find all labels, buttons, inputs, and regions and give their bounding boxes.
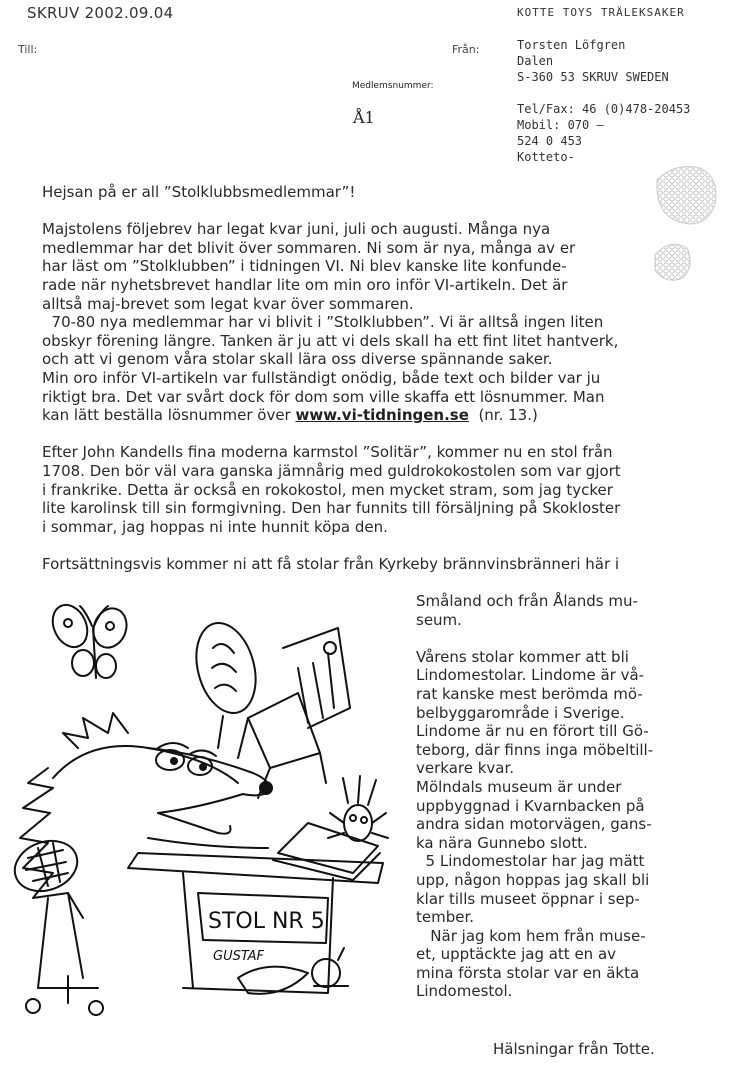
text-span: (nr. 13.) bbox=[468, 406, 538, 425]
fran-label: Från: bbox=[452, 43, 480, 56]
desk-sign-subtext: GUSTAF bbox=[213, 949, 264, 964]
text-line: uppbyggnad i Kvarnbacken på bbox=[416, 796, 645, 815]
hedgehog-illustration bbox=[8, 598, 408, 1028]
vi-tidningen-link[interactable]: www.vi-tidningen.se bbox=[295, 406, 469, 425]
text-line: Majstolens följebrev har legat kvar juni, juli och augusti. Många nya bbox=[42, 220, 551, 239]
text-line: När jag kom hem från muse- bbox=[416, 926, 646, 945]
text-line: i sommar, jag hoppas ni inte hunnit köpa den. bbox=[42, 517, 388, 536]
desk-sign-text: STOL NR 5 bbox=[208, 909, 325, 934]
text-line: rade när nyhetsbrevet handlar lite om min oro inför VI-artikeln. Det är bbox=[42, 275, 568, 294]
text-line: et, upptäckte jag att en av bbox=[416, 945, 617, 964]
text-line: verkare kvar. bbox=[416, 759, 515, 778]
text-line: Lindome är nu en förort till Gö- bbox=[416, 722, 649, 741]
text-line: Lindomestolar. Lindome är vå- bbox=[416, 666, 645, 685]
sender-line: Kotteto- bbox=[517, 150, 575, 164]
greeting: Hejsan på er all ”Stolklubbsmedlemmar”! bbox=[42, 183, 356, 201]
text-line: Lindomestol. bbox=[416, 982, 513, 1001]
text-line: obskyr förening längre. Tanken är ju att vi dels skall ha ett fint litet hantverk, bbox=[42, 331, 619, 350]
text-line: tember. bbox=[416, 908, 475, 927]
text-line: i frankrike. Detta är också en rokokostol, men mycket stram, som jag tycker bbox=[42, 480, 613, 499]
text-line: andra sidan motorvägen, gans- bbox=[416, 815, 652, 834]
text-line: 5 Lindomestolar har jag mätt bbox=[416, 852, 645, 871]
closing-signature: Hälsningar från Totte. bbox=[493, 1040, 655, 1058]
text-line: Mölndals museum är under bbox=[416, 777, 622, 796]
right-column-text bbox=[416, 592, 716, 1001]
text-line bbox=[42, 406, 702, 425]
text-line: medlemmar har det blivit över sommaren. Ni som är nya, många av er bbox=[42, 238, 576, 257]
sender-phone: Tel/Fax: 46 (0)478-20453 bbox=[517, 102, 691, 116]
text-line: upp, någon hoppas jag skall bli bbox=[416, 870, 650, 889]
sender-mobile-cont: 524 0 453 bbox=[517, 134, 583, 148]
sender-line: Dalen bbox=[517, 54, 554, 68]
text-line: rat kanske mest berömda mö- bbox=[416, 684, 643, 703]
text-span: kan lätt beställa lösnummer över bbox=[42, 406, 296, 425]
text-line: seum. bbox=[416, 610, 462, 629]
text-line: ka nära Gunnebo slott. bbox=[416, 833, 588, 852]
bug-icon bbox=[328, 776, 388, 841]
text-line: Min oro inför VI-artikeln var fullständigt onödig, både text och bilder var ju bbox=[42, 368, 601, 387]
text-line: teborg, där finns inga möbeltill- bbox=[416, 740, 654, 759]
sender-line: Torsten Löfgren bbox=[517, 38, 626, 52]
text-line: riktigt bra. Det var svårt dock för dom som ville skaffa ett lösnummer. Man bbox=[42, 387, 605, 406]
text-line: lite karolinsk till sin formgivning. Den har funnits till försäljning på Skokloster bbox=[42, 499, 621, 518]
member-number: Å1 bbox=[353, 108, 375, 127]
text-line: och att vi genom våra stolar skall lära oss diverse spännande saker. bbox=[42, 350, 553, 369]
place-date: SKRUV 2002.09.04 bbox=[27, 4, 174, 22]
letter-body bbox=[42, 183, 702, 573]
text-line: mina första stolar var en äkta bbox=[416, 963, 640, 982]
till-label: Till: bbox=[18, 43, 38, 56]
text-line: Efter John Kandells fina moderna karmstol ”Solitär”, kommer nu en stol från bbox=[42, 443, 613, 462]
text-line: Vårens stolar kommer att bli bbox=[416, 647, 629, 666]
sender-line: S-360 53 SKRUV SWEDEN bbox=[517, 70, 669, 84]
sender-mobile: Mobil: 070 – bbox=[517, 118, 604, 132]
member-number-label: Medlemsnummer: bbox=[352, 81, 434, 91]
text-line: 70-80 nya medlemmar har vi blivit i ”Stolklubben”. Vi är alltså ingen liten bbox=[42, 313, 604, 332]
text-line: 1708. Den bör väl vara ganska jämnårig med guldrokokostolen som var gjort bbox=[42, 461, 621, 480]
text-line: har läst om ”Stolklubben” i tidningen VI. Ni blev kanske lite konfunde- bbox=[42, 257, 567, 276]
text-line: klar tills museet öppnar i sep- bbox=[416, 889, 640, 908]
company-name: KOTTE TOYS TRÄLEKSAKER bbox=[517, 6, 685, 19]
text-line: Fortsättningsvis kommer ni att få stolar från Kyrkeby brännvinsbränneri här i bbox=[42, 554, 620, 573]
text-line: Småland och från Ålands mu- bbox=[416, 592, 638, 610]
butterfly-icon bbox=[46, 599, 132, 678]
text-line: belbyggarområde i Sverige. bbox=[416, 703, 625, 722]
text-line: alltså maj-brevet som legat kvar över sommaren. bbox=[42, 294, 414, 313]
